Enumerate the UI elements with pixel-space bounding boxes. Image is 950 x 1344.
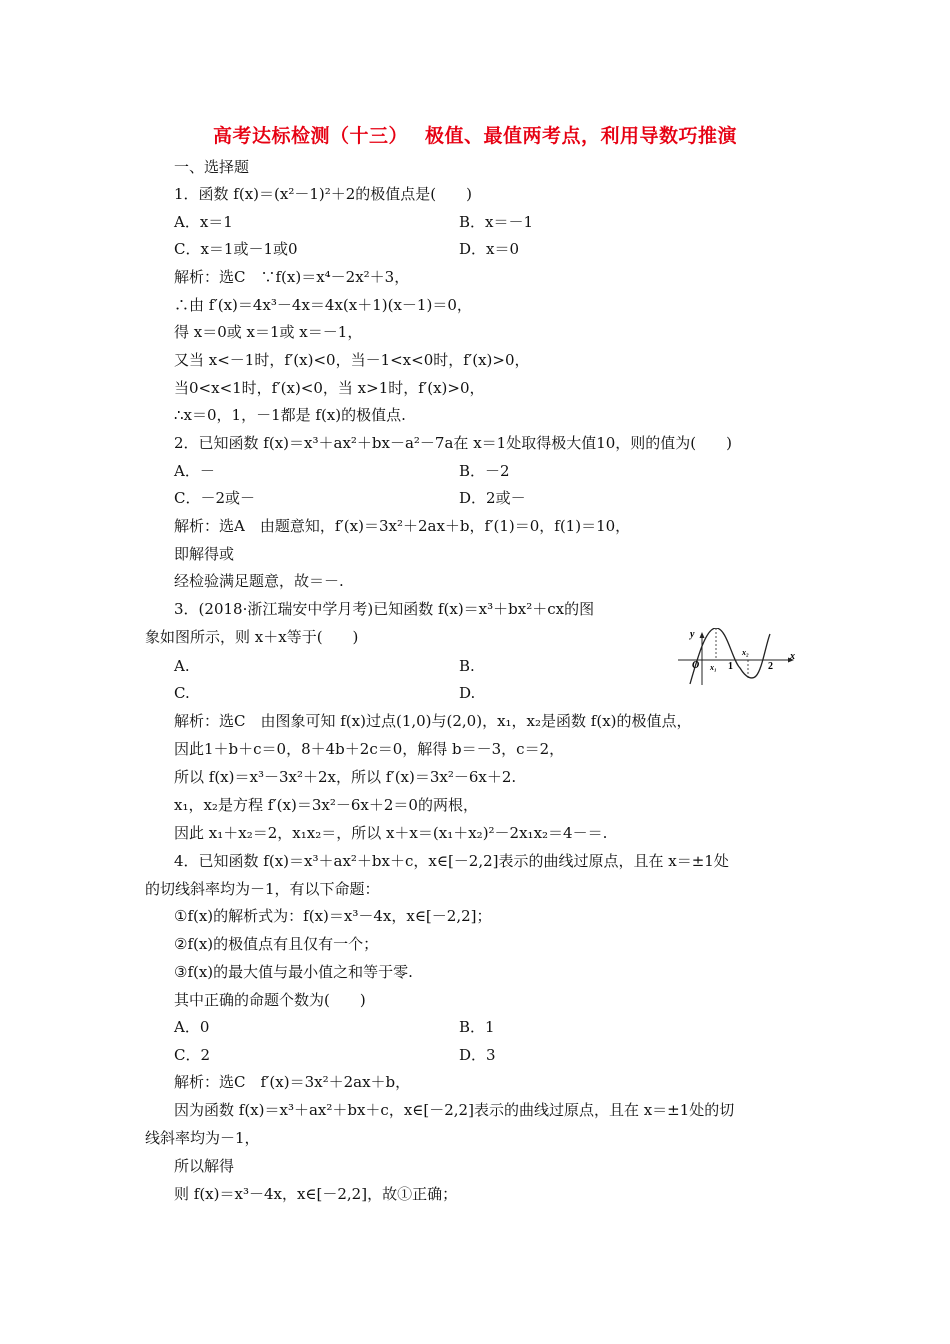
q3-option-a: A. — [174, 657, 190, 675]
q1-solution-line: 又当 x<－1时，f′(x)<0，当－1<x<0时，f′(x)>0， — [174, 351, 530, 369]
q3-option-b: B. — [459, 657, 475, 675]
q2-stem: 2．已知函数 f(x)＝x³＋ax²＋bx－a²－7a在 x＝1处取得极大值10，则的值为( ) — [174, 434, 732, 452]
q4-solution-line: 则 f(x)＝x³－4x，x∈[－2,2]，故①正确； — [174, 1185, 458, 1203]
q4-option-d: D．3 — [459, 1046, 496, 1064]
origin-label: O — [692, 660, 700, 671]
q4-solution-line: 因为函数 f(x)＝x³＋ax²＋bx＋c，x∈[－2,2]表示的曲线过原点，且在 x＝±1处的切 — [174, 1101, 735, 1119]
x-label: x — [790, 651, 795, 662]
q2-solution-line: 即解得或 — [174, 545, 235, 563]
q4-stem: 4．已知函数 f(x)＝x³＋ax²＋bx＋c，x∈[－2,2]表示的曲线过原点，且在 x＝±1处 — [174, 852, 729, 870]
q1-solution-line: 得 x＝0或 x＝1或 x＝－1， — [174, 323, 363, 341]
q1-solution-line: 当0<x<1时，f′(x)<0，当 x>1时，f′(x)>0， — [174, 379, 485, 397]
q2-option-d: D．2或－ — [459, 489, 526, 507]
q3-option-c: C. — [174, 684, 190, 702]
x2-label: x₂ — [742, 648, 749, 657]
q3-solution-line: 因此 x₁＋x₂＝2，x₁x₂＝，所以 x＋x＝(x₁＋x₂)²－2x₁x₂＝4－＝. — [174, 824, 608, 842]
q1-option-a: A．x＝1 — [174, 213, 233, 231]
x1-label: x₁ — [710, 663, 717, 672]
y-axis-arrow — [700, 632, 705, 638]
q2-option-b: B．－2 — [459, 462, 510, 480]
section-heading: 一、选择题 — [174, 158, 250, 176]
q4-option-c: C．2 — [174, 1046, 211, 1064]
q4-option-a: A．0 — [174, 1018, 210, 1036]
q1-solution-line: 解析：选C ∵f(x)＝x⁴－2x²＋3， — [174, 268, 410, 286]
q2-solution-line: 解析：选A 由题意知，f′(x)＝3x²＋2ax＋b，f′(1)＝0，f(1)＝10， — [174, 517, 631, 535]
q1-stem: 1．函数 f(x)＝(x²－1)²＋2的极值点是( ) — [174, 185, 473, 203]
q1-option-b: B．x＝－1 — [459, 213, 534, 231]
two-label: 2 — [768, 661, 773, 672]
q4-question: 其中正确的命题个数为( ) — [174, 991, 366, 1009]
cubic-function-graph — [676, 628, 798, 686]
q2-solution-line: 经检验满足题意，故＝－. — [174, 572, 344, 590]
q2-option-c: C．－2或－ — [174, 489, 256, 507]
one-label: 1 — [728, 661, 733, 672]
q1-solution-line: ∴由 f′(x)＝4x³－4x＝4x(x＋1)(x－1)＝0， — [174, 296, 472, 314]
q4-stem-cont: 的切线斜率均为－1，有以下命题： — [145, 880, 380, 898]
q1-option-d: D．x＝0 — [459, 240, 520, 258]
q2-option-a: A．－ — [174, 462, 215, 480]
q4-proposition: ①f(x)的解析式为：f(x)＝x³－4x，x∈[－2,2]； — [174, 907, 492, 925]
q3-solution-line: x₁，x₂是方程 f′(x)＝3x²－6x＋2＝0的两根， — [174, 796, 478, 814]
q1-solution-line: ∴x＝0，1，－1都是 f(x)的极值点. — [174, 406, 406, 424]
q4-proposition: ②f(x)的极值点有且仅有一个； — [174, 935, 379, 953]
q3-solution-line: 解析：选C 由图象可知 f(x)过点(1,0)与(2,0)，x₁，x₂是函数 f(x)的极值点， — [174, 712, 692, 730]
y-label: y — [690, 629, 695, 640]
q3-stem-cont: 象如图所示，则 x＋x等于( ) — [145, 628, 359, 646]
q4-solution-line: 线斜率均为－1， — [145, 1129, 260, 1147]
q3-solution-line: 所以 f(x)＝x³－3x²＋2x，所以 f′(x)＝3x²－6x＋2. — [174, 768, 517, 786]
page-title: 高考达标检测（十三） 极值、最值两考点，利用导数巧推演 — [212, 125, 738, 147]
q4-solution-line: 解析：选C f′(x)＝3x²＋2ax＋b， — [174, 1073, 411, 1091]
q3-stem: 3．(2018·浙江瑞安中学月考)已知函数 f(x)＝x³＋bx²＋cx的图 — [174, 600, 595, 618]
q3-solution-line: 因此1＋b＋c＝0，8＋4b＋2c＝0，解得 b＝－3，c＝2， — [174, 740, 565, 758]
q4-solution-line: 所以解得 — [174, 1157, 235, 1175]
q1-option-c: C．x＝1或－1或0 — [174, 240, 298, 258]
q3-option-d: D. — [459, 684, 476, 702]
q4-proposition: ③f(x)的最大值与最小值之和等于零. — [174, 963, 413, 981]
q4-option-b: B．1 — [459, 1018, 495, 1036]
